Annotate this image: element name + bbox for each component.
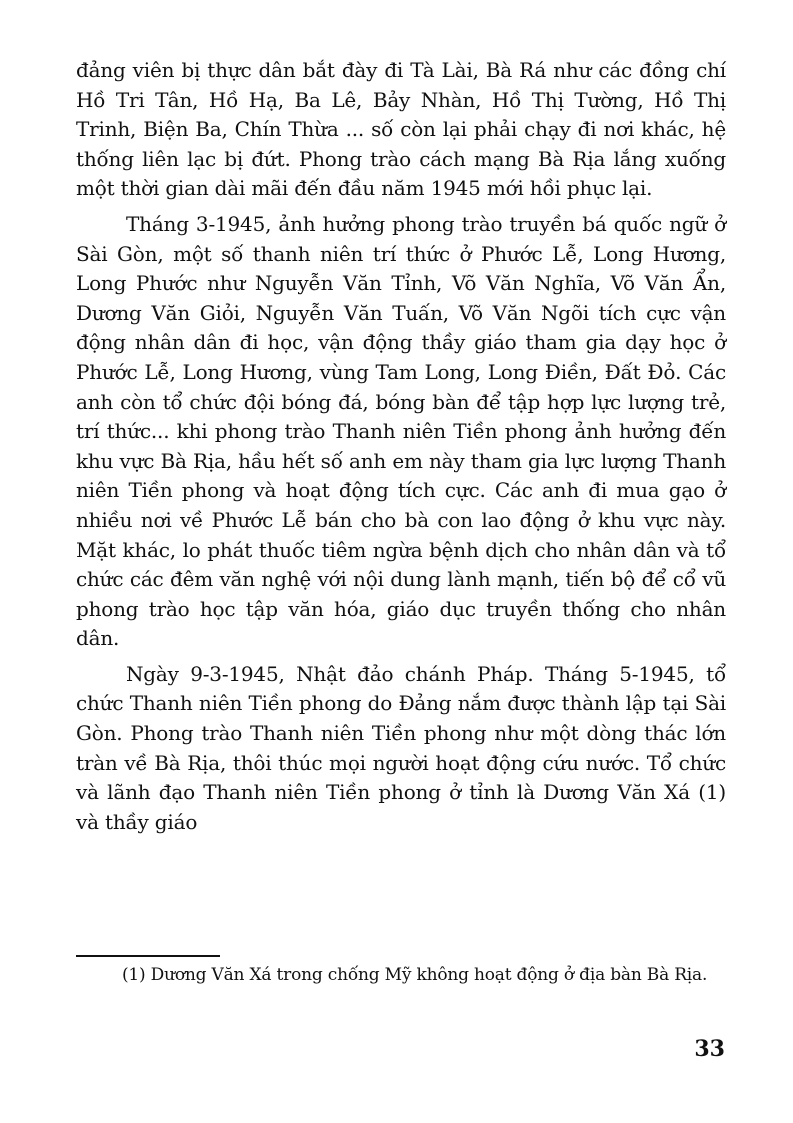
page-number: 33 — [694, 1036, 725, 1062]
paragraph-3: Ngày 9-3-1945, Nhật đảo chánh Pháp. Tháng 5-1945, tổ chức Thanh niên Tiền phong do Đảng nắm được thành lập tại Sài Gòn. Phong trào Thanh niên Tiền phong như một dòng thác lớn tràn về Bà Rịa, thôi thúc mọi người hoạt động cứu nước. Tổ chức và lãnh đạo Thanh niên Tiền phong ở tỉnh là Dương Văn Xá (1) và thầy giáo — [76, 661, 726, 834]
paragraph-2: Tháng 3-1945, ảnh hưởng phong trào truyền bá quốc ngữ ở Sài Gòn, một số thanh niên trí thức ở Phước Lễ, Long Hương, Long Phước như Nguyễn Văn Tỉnh, Võ Văn Nghĩa, Võ Văn Ẩn, Dương Văn Giỏi, Nguyễn Văn Tuấn, Võ Văn Ngõi tích cực vận động nhân dân đi học, vận động thầy giáo tham gia dạy học ở Phước Lễ, Long Hương, vùng Tam Long, Long Điền, Đất Đỏ. Các anh còn tổ chức đội bóng đá, bóng bàn để tập hợp lực lượng trẻ, trí thức... khi phong trào Thanh niên Tiền phong ảnh hưởng đến khu vực Bà Rịa, hầu hết số anh em này tham gia lực lượng Thanh niên Tiền phong và hoạt động tích cực. Các anh đi mua gạo ở nhiều nơi về Phước Lễ bán cho bà con lao động ở khu vực này. Mặt khác, lo phát thuốc tiêm ngừa bệnh dịch cho nhân dân và tổ chức các đêm văn nghệ với nội dung lành mạnh, tiến bộ để cổ vũ phong trào học tập văn hóa, giáo dục truyền thống cho nhân dân. — [76, 211, 726, 651]
paragraph-1: đảng viên bị thực dân bắt đày đi Tà Lài, Bà Rá như các đồng chí Hồ Tri Tân, Hồ Hạ, Ba Lê, Bảy Nhàn, Hồ Thị Tường, Hồ Thị Trinh, Biện Ba, Chín Thừa ... số còn lại phải chạy đi nơi khác, hệ thống liên lạc bị đứt. Phong trào cách mạng Bà Rịa lắng xuống một thời gian dài mãi đến đầu năm 1945 mới hồi phục lại. — [76, 58, 726, 201]
page-body — [76, 56, 726, 837]
footnote: (1) Dương Văn Xá trong chống Mỹ không hoạt động ở địa bàn Bà Rịa. — [122, 965, 708, 985]
footnote-divider — [76, 955, 220, 957]
